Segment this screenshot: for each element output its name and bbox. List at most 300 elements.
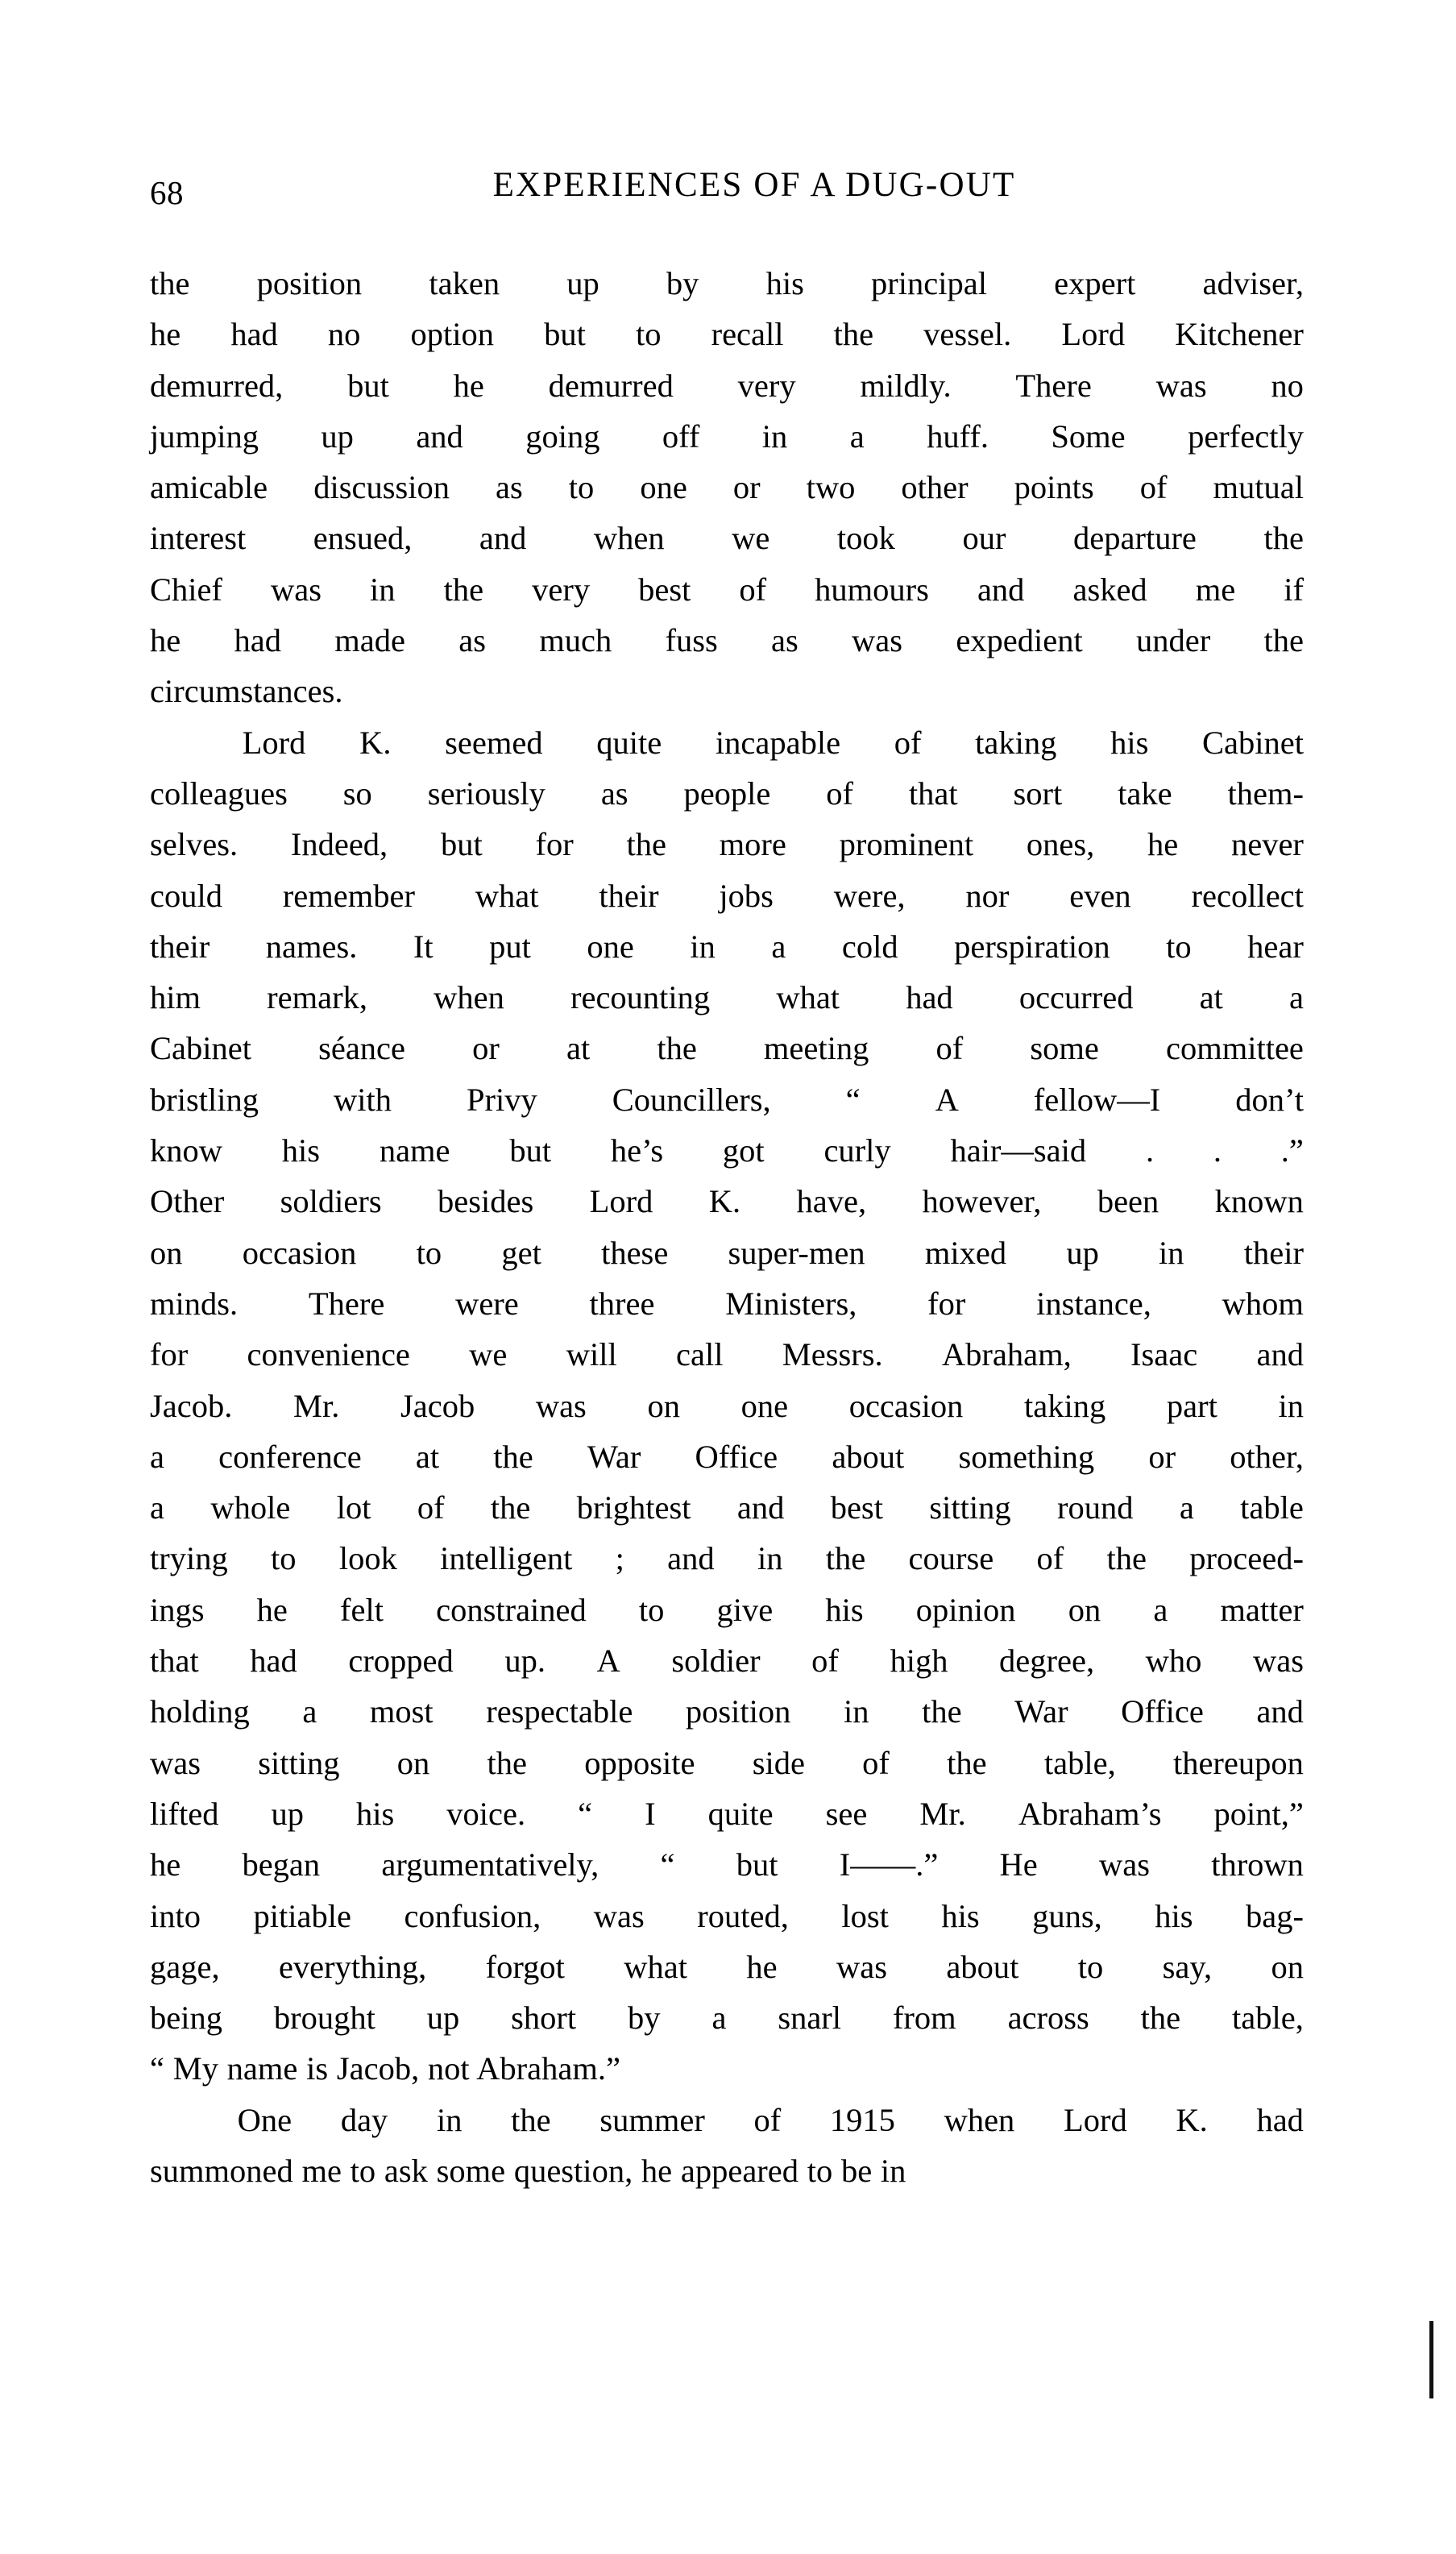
word: he [256, 1591, 288, 1628]
word: forgot [485, 1948, 565, 1985]
word: he [150, 316, 181, 353]
word: nor [965, 877, 1010, 914]
word: summer [599, 2101, 705, 2138]
word: and [1256, 1693, 1304, 1730]
text-line [150, 513, 1304, 563]
word: had [250, 1642, 297, 1680]
word: what [624, 1948, 688, 1985]
word: intelligent [440, 1540, 573, 1577]
word: to [1166, 928, 1192, 965]
word: on [1068, 1591, 1101, 1628]
text-line: circumstances. [150, 673, 343, 710]
word: principal [871, 265, 987, 301]
word: and [479, 520, 527, 557]
word: ings [150, 1591, 205, 1628]
word: get [501, 1234, 541, 1271]
word: a [771, 928, 786, 965]
word: meeting [763, 1030, 869, 1067]
word: a [150, 1489, 164, 1526]
word: option [410, 316, 495, 353]
word: put [489, 928, 531, 965]
word: these [601, 1234, 669, 1271]
word: their [150, 928, 210, 965]
word: recall [711, 316, 784, 353]
word: with [334, 1081, 392, 1118]
word: confusion, [404, 1897, 541, 1934]
word: give [716, 1591, 774, 1628]
word: he [746, 1948, 778, 1985]
word: in [1278, 1387, 1304, 1424]
text-line [150, 972, 1304, 1023]
word: . [1145, 1132, 1155, 1169]
word: the [1263, 622, 1304, 659]
word: Abraham, [941, 1336, 1072, 1373]
word: . [1213, 1132, 1222, 1169]
word: by [666, 265, 699, 301]
word: we [732, 520, 770, 557]
word: Kitchener [1175, 316, 1304, 353]
word: was [593, 1897, 645, 1934]
word: Isaac [1130, 1336, 1198, 1373]
word: a [1179, 1489, 1194, 1526]
word: and [667, 1540, 715, 1577]
word: names. [265, 928, 358, 965]
word: lost [841, 1897, 889, 1934]
word: day [340, 2101, 388, 2138]
word: A [596, 1642, 620, 1680]
word: point,” [1213, 1795, 1304, 1832]
word: War [1014, 1693, 1068, 1730]
word: of [811, 1642, 839, 1680]
word: lifted [150, 1795, 219, 1832]
word: of [753, 2101, 782, 2138]
word: the [825, 1540, 866, 1577]
word: very [737, 367, 796, 404]
word: the [150, 265, 190, 301]
word: the [922, 1693, 962, 1730]
word: the [1263, 520, 1304, 557]
word: we [469, 1336, 508, 1373]
text-line [150, 717, 1304, 768]
word: their [1243, 1234, 1304, 1271]
word: was [1252, 1642, 1304, 1680]
word: been [1097, 1183, 1159, 1220]
text-line [150, 1788, 1304, 1839]
word: the [487, 1744, 527, 1781]
word: .” [1280, 1132, 1304, 1169]
word: demurred [548, 367, 674, 404]
word: his [941, 1897, 980, 1934]
word: table, [1043, 1744, 1116, 1781]
word: Councillers, [612, 1081, 771, 1118]
word: that [908, 775, 958, 812]
word: “ [845, 1081, 861, 1118]
word: was [150, 1744, 201, 1781]
word: to [271, 1540, 297, 1577]
text-line [150, 1431, 1304, 1482]
word: when [433, 979, 504, 1016]
word: of [1139, 469, 1168, 506]
word: he [453, 367, 484, 404]
text-line [150, 564, 1304, 615]
word: pitiable [253, 1897, 351, 1934]
paragraph-lines [150, 258, 1304, 717]
word: to [638, 1591, 665, 1628]
word: of [739, 571, 767, 608]
word: One [237, 2101, 292, 2138]
word: argumentatively, [381, 1846, 599, 1883]
word: for [535, 826, 574, 863]
word: he [150, 1846, 181, 1883]
word: lot [336, 1489, 371, 1526]
text-line [150, 1635, 1304, 1686]
word: one [587, 928, 634, 965]
word: as [458, 622, 486, 659]
word: by [628, 2000, 661, 2037]
word: taking [975, 724, 1057, 761]
word: I——.” [839, 1846, 939, 1883]
word: who [1145, 1642, 1202, 1680]
word: the [443, 571, 484, 608]
word: was [1155, 367, 1207, 404]
paragraph-indent [150, 717, 189, 768]
word: his [1155, 1897, 1193, 1934]
word: “ [578, 1795, 593, 1832]
word: sort [1013, 775, 1063, 812]
word: was [836, 1948, 887, 1985]
word: whom [1222, 1285, 1304, 1322]
word: prominent [839, 826, 974, 863]
word: a [302, 1693, 317, 1730]
word: interest [150, 520, 247, 557]
text-line [150, 1482, 1304, 1533]
text-line [150, 1074, 1304, 1125]
word: Some [1051, 417, 1126, 455]
word: the [626, 826, 666, 863]
word: most [369, 1693, 433, 1730]
word: expert [1054, 265, 1136, 301]
word: best [638, 571, 691, 608]
word: in [757, 1540, 783, 1577]
word: the [947, 1744, 987, 1781]
word: on [647, 1387, 680, 1424]
paragraph-lines [150, 2095, 1304, 2197]
word: felt [340, 1591, 384, 1628]
word: discussion [313, 469, 450, 506]
word: people [683, 775, 771, 812]
word: in [370, 571, 396, 608]
text-line: summoned me to ask some question, he appeared to be in [150, 2152, 906, 2189]
word: off [662, 417, 700, 455]
word: holding [150, 1693, 250, 1730]
word: take [1118, 775, 1172, 812]
word: “ [660, 1846, 675, 1883]
word: had [234, 622, 281, 659]
word: of [1036, 1540, 1064, 1577]
word: whole [210, 1489, 291, 1526]
word: It [413, 928, 433, 965]
word: recounting [570, 979, 711, 1016]
word: or [1148, 1438, 1176, 1475]
word: even [1069, 877, 1131, 914]
word: position [256, 265, 363, 301]
word: that [150, 1642, 199, 1680]
word: soldiers [280, 1183, 382, 1220]
word: in [761, 417, 788, 455]
text-line [150, 309, 1304, 359]
word: could [150, 877, 222, 914]
word: the [493, 1438, 533, 1475]
word: as [771, 622, 799, 659]
word: his [356, 1795, 395, 1832]
word: trying [150, 1540, 228, 1577]
word: sitting [258, 1744, 340, 1781]
word: of [826, 775, 854, 812]
word: incapable [715, 724, 841, 761]
word: occurred [1018, 979, 1134, 1016]
text-line [150, 1992, 1304, 2043]
word: Lord [242, 724, 306, 761]
word: he [1147, 826, 1179, 863]
word: part [1166, 1387, 1217, 1424]
word: were [455, 1285, 519, 1322]
word: super-men [728, 1234, 865, 1271]
word: at [415, 1438, 440, 1475]
word: brought [273, 2000, 375, 2037]
word: Lord [1063, 2101, 1127, 2138]
word: table [1240, 1489, 1304, 1526]
text-line [150, 258, 1304, 309]
word: matter [1220, 1591, 1304, 1628]
text-line [150, 1227, 1304, 1278]
word: other, [1230, 1438, 1304, 1475]
word: ones, [1026, 826, 1095, 863]
word: and [736, 1489, 785, 1526]
text-line [150, 1023, 1304, 1074]
word: the [511, 2101, 551, 2138]
word: what [776, 979, 840, 1016]
word: perspiration [954, 928, 1110, 965]
word: when [944, 2101, 1015, 2138]
word: and [977, 571, 1025, 608]
word: thrown [1211, 1846, 1304, 1883]
word: of [894, 724, 922, 761]
word: 1915 [829, 2101, 895, 2138]
word: something [958, 1438, 1095, 1475]
word: he [150, 622, 181, 659]
text-line: “ My name is Jacob, not Abraham.” [150, 2050, 620, 2087]
word: table, [1232, 2000, 1304, 2037]
word: cropped [348, 1642, 454, 1680]
text-line [150, 1686, 1304, 1737]
word: but [440, 826, 483, 863]
word: up [321, 417, 354, 455]
word: selves. [150, 826, 239, 863]
word: demurred, [150, 367, 284, 404]
word: routed, [697, 1897, 789, 1934]
word: his [281, 1132, 321, 1169]
word: had [230, 316, 278, 353]
word: their [599, 877, 659, 914]
word: if [1284, 571, 1304, 608]
word: bristling [150, 1081, 259, 1118]
text-line [150, 1941, 1304, 1992]
text-line [150, 2095, 1304, 2145]
paragraph [150, 258, 1304, 717]
word: I [645, 1795, 656, 1832]
word: but [347, 367, 389, 404]
word: everything, [278, 1948, 427, 1985]
word: Cabinet [150, 1030, 251, 1067]
word: constrained [436, 1591, 587, 1628]
page-edge-mark [1429, 2321, 1433, 2398]
page-body [150, 258, 1304, 2196]
word: about [946, 1948, 1019, 1985]
word: degree, [999, 1642, 1095, 1680]
text-line [150, 1738, 1304, 1788]
word: mutual [1213, 469, 1304, 506]
word: know [150, 1132, 222, 1169]
word: one [640, 469, 687, 506]
word: them- [1227, 775, 1304, 812]
word: ; [615, 1540, 624, 1577]
word: A [935, 1081, 959, 1118]
text-line [150, 615, 1304, 666]
word: fuss [665, 622, 718, 659]
word: Office [1121, 1693, 1204, 1730]
text-line [150, 411, 1304, 462]
word: minds. [150, 1285, 239, 1322]
text-line [150, 1381, 1304, 1431]
word: the [657, 1030, 697, 1067]
word: as [600, 775, 628, 812]
text-line [150, 1584, 1304, 1635]
word: ensued, [313, 520, 413, 557]
word: but [544, 316, 586, 353]
text-line [150, 360, 1304, 411]
word: round [1056, 1489, 1134, 1526]
word: however, [922, 1183, 1042, 1220]
word: a [1289, 979, 1304, 1016]
word: conference [218, 1438, 362, 1475]
word: made [334, 622, 405, 659]
word: Other [150, 1183, 225, 1220]
word: got [722, 1132, 765, 1169]
word: or [472, 1030, 500, 1067]
word: opposite [584, 1744, 695, 1781]
word: vessel. [923, 316, 1012, 353]
word: respectable [486, 1693, 633, 1730]
paragraph [150, 717, 1304, 2095]
word: Chief [150, 571, 222, 608]
word: in [690, 928, 716, 965]
word: curly [823, 1132, 891, 1169]
word: up [1066, 1234, 1099, 1271]
word: side [752, 1744, 805, 1781]
word: his [765, 265, 804, 301]
word: was [535, 1387, 587, 1424]
word: Indeed, [290, 826, 388, 863]
word: had [1256, 2101, 1304, 2138]
word: convenience [247, 1336, 410, 1373]
word: say, [1162, 1948, 1213, 1985]
word: quite [707, 1795, 774, 1832]
word: There [308, 1285, 385, 1322]
word: was [852, 622, 903, 659]
word: more [719, 826, 786, 863]
word: K. [708, 1183, 741, 1220]
word: up [566, 265, 599, 301]
word: recollect [1191, 877, 1304, 914]
word: jobs [719, 877, 774, 914]
word: points [1014, 469, 1094, 506]
word: but [736, 1846, 778, 1883]
word: Mr. [292, 1387, 340, 1424]
word: don’t [1235, 1081, 1304, 1118]
word: up. [504, 1642, 545, 1680]
word: Lord [589, 1183, 653, 1220]
word: Abraham’s [1018, 1795, 1162, 1832]
word: seriously [427, 775, 545, 812]
word: Jacob [400, 1387, 475, 1424]
word: quite [596, 724, 662, 761]
text-line [150, 768, 1304, 819]
word: taken [429, 265, 500, 301]
word: voice. [446, 1795, 526, 1832]
word: Cabinet [1202, 724, 1304, 761]
word: hear [1247, 928, 1304, 965]
text-line [150, 462, 1304, 513]
word: huff. [927, 417, 989, 455]
word: on [150, 1234, 183, 1271]
word: fellow—I [1033, 1081, 1161, 1118]
word: amicable [150, 469, 268, 506]
word: some [1030, 1030, 1099, 1067]
word: going [525, 417, 600, 455]
word: snarl [778, 2000, 842, 2037]
word: guns, [1032, 1897, 1102, 1934]
word: a [1153, 1591, 1168, 1628]
word: adviser, [1202, 265, 1304, 301]
word: up [271, 1795, 304, 1832]
word: the [1140, 2000, 1181, 2037]
word: up [426, 2000, 460, 2037]
word: seemed [445, 724, 543, 761]
word: at [566, 1030, 591, 1067]
word: about [832, 1438, 905, 1475]
word: taking [1024, 1387, 1106, 1424]
word: was [271, 571, 322, 608]
word: Privy [467, 1081, 537, 1118]
word: his [825, 1591, 864, 1628]
paragraph [150, 2095, 1304, 2197]
word: expedient [956, 622, 1083, 659]
word: soldier [671, 1642, 761, 1680]
word: will [566, 1336, 617, 1373]
word: or [732, 469, 761, 506]
text-line [150, 1278, 1304, 1329]
word: had [906, 979, 953, 1016]
text-line [150, 1891, 1304, 1941]
word: when [593, 520, 665, 557]
word: Office [695, 1438, 778, 1475]
word: two [806, 469, 856, 506]
word: and [416, 417, 463, 455]
word: War [587, 1438, 641, 1475]
word: hair—said [950, 1132, 1087, 1169]
word: in [436, 2101, 463, 2138]
word: mildly. [860, 367, 952, 404]
